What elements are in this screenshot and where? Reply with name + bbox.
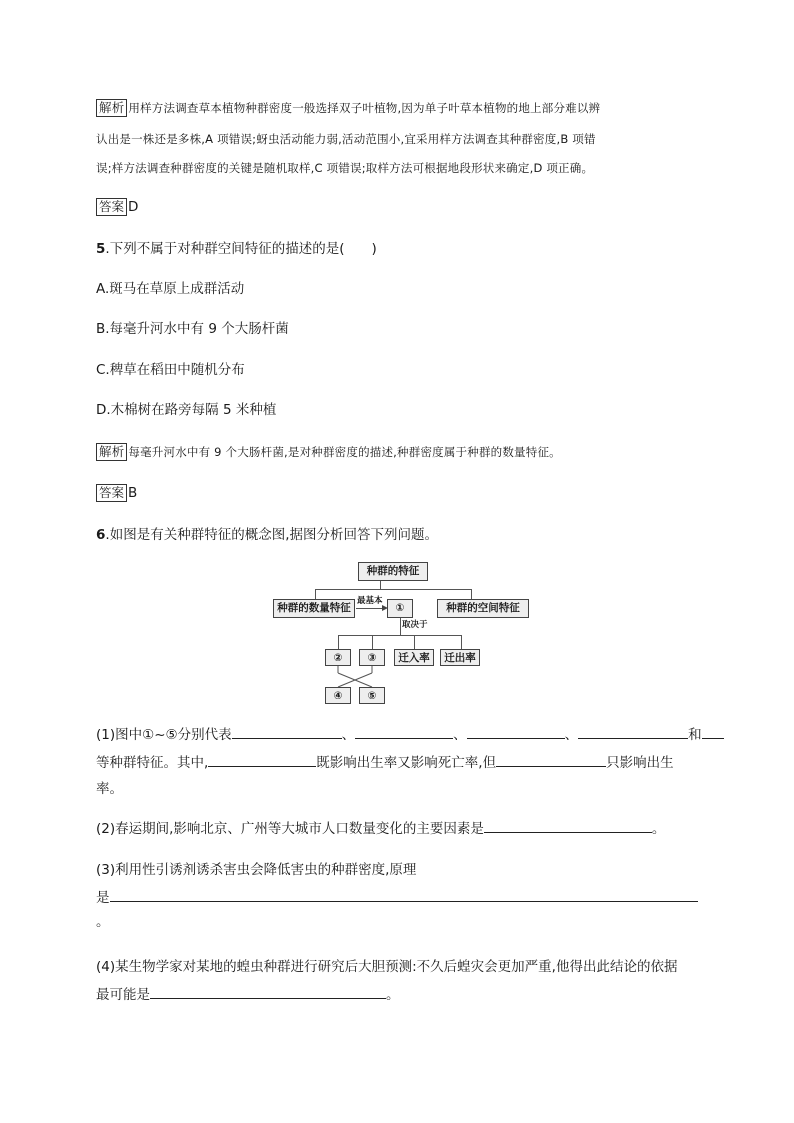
separator: 、: [341, 727, 356, 743]
box-circle-2: ②: [325, 649, 351, 666]
q5-stem-text: .下列不属于对种群空间特征的描述的是( ): [105, 241, 377, 257]
q6-number: 6: [96, 527, 106, 543]
q6-part4-line2: [96, 984, 400, 1005]
answer-blank-5[interactable]: [702, 724, 724, 739]
box-quantitative-characteristics: 种群的数量特征: [273, 599, 355, 618]
answer-blank-1[interactable]: [232, 724, 342, 739]
q6-part1-line1: [96, 724, 724, 745]
box-emigration-rate: 迁出率: [440, 649, 480, 666]
q6-part3-line3: 。: [96, 914, 110, 930]
q6-part3-text-b: 是: [96, 890, 110, 906]
q6-part2-text: (2)春运期间,影响北京、广州等大城市人口数量变化的主要因素是: [96, 821, 484, 837]
q4-explanation-text-1: 用样方法调查草本植物种群密度一般选择双子叶植物,因为单子叶草本植物的地上部分难以辨: [128, 101, 601, 115]
q6-part2: [96, 818, 665, 839]
q4-answer: [96, 197, 138, 217]
answer-blank-6[interactable]: [208, 752, 316, 767]
box-circle-5: ⑤: [359, 687, 385, 704]
q6-part1-text-b: 等种群特征。其中,: [96, 755, 209, 771]
answer-blank-10[interactable]: [150, 984, 386, 999]
q6-part4-text-b: 最可能是: [96, 987, 150, 1003]
q6-part1-line3: 率。: [96, 781, 123, 797]
answer-blank-4[interactable]: [578, 724, 688, 739]
q6-part1-text-d: 只影响出生: [606, 755, 674, 771]
q6-part1-text-c: 既影响出生率又影响死亡率,但: [316, 755, 497, 771]
q5-option-b: B.每毫升河水中有 9 个大肠杆菌: [96, 321, 289, 337]
q5-stem: [96, 239, 377, 259]
cross-connector: [330, 665, 380, 689]
period: 。: [386, 987, 400, 1003]
q6-part3-line1: (3)利用性引诱剂诱杀害虫会降低害虫的种群密度,原理: [96, 862, 417, 878]
answer-blank-2[interactable]: [355, 724, 453, 739]
answer-tag: 答案: [96, 198, 127, 216]
box-spatial-characteristics: 种群的空间特征: [437, 599, 529, 618]
period: 。: [651, 821, 666, 837]
q4-answer-value: D: [128, 199, 139, 215]
answer-blank-7[interactable]: [496, 752, 606, 767]
q4-explanation-line2: 认出是一株还是多株,A 项错误;蚜虫活动能力弱,活动范围小,宜采用样方法调查其种群密度,B 项错: [96, 132, 596, 146]
box-circle-1: ①: [387, 599, 413, 618]
separator: 、: [564, 727, 579, 743]
q6-part1-text-a: (1)图中①~⑤分别代表: [96, 727, 232, 743]
box-circle-3: ③: [359, 649, 385, 666]
q5-answer: [96, 483, 137, 503]
q6-stem: [96, 525, 438, 545]
q5-answer-value: B: [128, 485, 138, 501]
q6-part4-line1: (4)某生物学家对某地的蝗虫种群进行研究后大胆预测:不久后蝗灾会更加严重,他得出此结论的依据: [96, 959, 678, 975]
arrow-label: 最基本: [357, 596, 383, 606]
q4-explanation-line1: [96, 98, 600, 118]
box-immigration-rate: 迁入率: [394, 649, 434, 666]
q6-part1-line2: [96, 752, 674, 773]
q5-option-c: C.稗草在稻田中随机分布: [96, 362, 245, 378]
q5-option-d: D.木棉树在路旁每隔 5 米种植: [96, 402, 277, 418]
q5-number: 5: [96, 241, 106, 257]
arrow-head-icon: [382, 605, 388, 611]
answer-blank-3[interactable]: [467, 724, 565, 739]
box-circle-4: ④: [325, 687, 351, 704]
and-text: 和: [688, 727, 702, 743]
answer-tag: 答案: [96, 484, 127, 502]
explanation-tag: 解析: [96, 99, 127, 117]
explanation-tag: 解析: [96, 443, 127, 461]
q5-option-a: A.斑马在草原上成群活动: [96, 281, 245, 297]
q6-part3-line2: [96, 887, 698, 908]
separator: 、: [453, 727, 467, 743]
answer-blank-9[interactable]: [110, 887, 698, 902]
answer-blank-8[interactable]: [484, 818, 652, 833]
q5-explanation: [96, 442, 561, 462]
q4-explanation-line3: 误;样方法调查种群密度的关键是随机取样,C 项错误;取样方法可根据地段形状来确定,D 项正确。: [96, 161, 594, 175]
q6-stem-text: .如图是有关种群特征的概念图,据图分析回答下列问题。: [105, 527, 438, 543]
q5-explanation-text: 每毫升河水中有 9 个大肠杆菌,是对种群密度的描述,种群密度属于种群的数量特征。: [128, 445, 561, 459]
depends-label: 取决于: [402, 620, 428, 630]
box-population-characteristics: 种群的特征: [358, 562, 428, 581]
